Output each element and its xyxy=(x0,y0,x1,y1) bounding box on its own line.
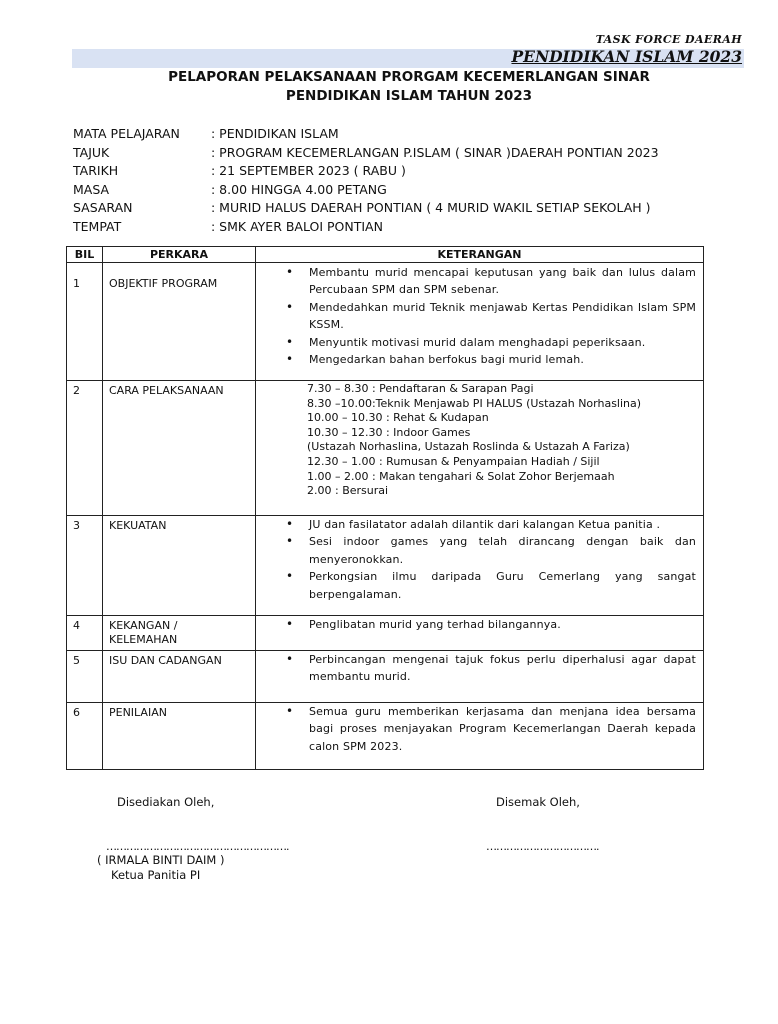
row-number: 5 xyxy=(67,651,103,703)
schedule-line: (Ustazah Norhaslina, Ustazah Roslinda & Ustazah A Fariza) xyxy=(307,440,630,454)
report-table xyxy=(66,246,704,770)
info-label: MASA xyxy=(73,181,110,197)
row-item: OBJEKTIF PROGRAM xyxy=(103,263,256,381)
preparer-name: ( IRMALA BINTI DAIM ) xyxy=(97,853,225,867)
row-description xyxy=(256,651,704,703)
info-value: : PROGRAM KECEMERLANGAN P.ISLAM ( SINAR )DAERAH PONTIAN 2023 xyxy=(211,144,659,160)
info-label: TEMPAT xyxy=(73,218,122,234)
schedule-line: 2.00 : Bersurai xyxy=(307,484,389,498)
schedule-line: 7.30 – 8.30 : Pendaftaran & Sarapan Pagi xyxy=(307,382,534,395)
reviewed-signature-line: ……………………………. xyxy=(486,840,599,853)
report-title-line-2: PENDIDIKAN ISLAM TAHUN 2023 xyxy=(285,88,533,104)
schedule-line: 10.30 – 12.30 : Indoor Games xyxy=(307,425,471,439)
row-item: ISU DAN CADANGAN xyxy=(103,651,256,703)
info-value: : 21 SEPTEMBER 2023 ( RABU ) xyxy=(211,163,406,178)
info-label: TARIKH xyxy=(73,163,119,178)
row-item: KEKUATAN xyxy=(103,516,256,616)
bullet-item: • JU dan fasilatator adalah dilantik dari kalangan Ketua panitia . xyxy=(274,516,696,533)
row-item: CARA PELAKSANAAN xyxy=(103,381,256,516)
row-number: 1 xyxy=(67,263,103,381)
row-number: 6 xyxy=(67,703,103,770)
preparer-position: Ketua Panitia PI xyxy=(111,868,201,882)
column-header-perkara: PERKARA xyxy=(103,247,256,263)
column-header-keterangan: KETERANGAN xyxy=(256,247,704,263)
table-row xyxy=(67,516,704,616)
row-description xyxy=(256,703,704,770)
bullet-item: • Semua guru memberikan kerjasama dan menjana idea bersama bagi proses menjayakan Program Kecemerlangan Daerah kepada calon SPM 2023. xyxy=(274,703,696,755)
row-number: 3 xyxy=(67,516,103,616)
row-number: 4 xyxy=(67,616,103,651)
info-row-target xyxy=(73,199,659,218)
schedule-line: 12.30 – 1.00 : Rumusan & Penyampaian Hadiah / Sijil xyxy=(307,454,600,468)
bullet-item: • Membantu murid mencapai keputusan yang baik dan lulus dalam Percubaan SPM dan SPM sebenar. xyxy=(274,264,696,299)
info-row-subject xyxy=(73,125,659,144)
bullet-item: • Menyuntik motivasi murid dalam menghadapi peperiksaan. xyxy=(274,334,696,351)
schedule-line: 10.00 – 10.30 : Rehat & Kudapan xyxy=(307,411,489,425)
reviewed-by-label: Disemak Oleh, xyxy=(496,795,580,809)
table-row xyxy=(67,263,704,381)
row-item: PENILAIAN xyxy=(103,703,256,770)
bullet-item: • Mengedarkan bahan berfokus bagi murid lemah. xyxy=(274,351,696,368)
info-row-venue xyxy=(73,218,659,237)
row-item: KEKANGAN / KELEMAHAN xyxy=(103,616,256,651)
schedule-line: 1.00 – 2.00 : Makan tengahari & Solat Zohor Berjemaah xyxy=(307,469,615,483)
table-header-row xyxy=(67,247,704,263)
info-value: : PENDIDIKAN ISLAM xyxy=(211,126,339,141)
bullet-item: • Penglibatan murid yang terhad bilangannya. xyxy=(274,616,696,633)
info-row-time xyxy=(73,181,659,200)
row-description xyxy=(256,381,704,516)
prepared-by-label: Disediakan Oleh, xyxy=(117,795,215,809)
row-description xyxy=(256,616,704,651)
info-value: : SMK AYER BALOI PONTIAN xyxy=(211,218,383,234)
table-row xyxy=(67,616,704,651)
info-label: SASARAN xyxy=(73,200,133,215)
row-description xyxy=(256,516,704,616)
info-label: TAJUK xyxy=(73,144,110,160)
prepared-signature-line: ………………………………………………. xyxy=(106,840,289,853)
table-row xyxy=(67,703,704,770)
info-value: : MURID HALUS DAERAH PONTIAN ( 4 MURID WAKIL SETIAP SEKOLAH ) xyxy=(211,200,651,215)
info-block xyxy=(73,125,659,236)
subject-heading: PENDIDIKAN ISLAM 2023 xyxy=(511,47,742,66)
info-row-title xyxy=(73,144,659,163)
task-force-label: TASK FORCE DAERAH xyxy=(595,33,742,46)
table-row xyxy=(67,381,704,516)
info-row-date xyxy=(73,162,659,181)
bullet-item: • Perbincangan mengenai tajuk fokus perlu diperhalusi agar dapat membantu murid. xyxy=(274,651,696,686)
info-value: : 8.00 HINGGA 4.00 PETANG xyxy=(211,181,387,197)
bullet-item: • Mendedahkan murid Teknik menjawab Kertas Pendidikan Islam SPM KSSM. xyxy=(274,299,696,334)
column-header-bil: BIL xyxy=(67,247,103,263)
report-title-line-1: PELAPORAN PELAKSANAAN PRORGAM KECEMERLANGAN SINAR xyxy=(168,69,650,85)
table-row xyxy=(67,651,704,703)
row-description xyxy=(256,263,704,381)
row-number: 2 xyxy=(67,381,103,516)
bullet-item: • Perkongsian ilmu daripada Guru Cemerlang yang sangat berpengalaman. xyxy=(274,568,696,603)
bullet-item: • Sesi indoor games yang telah dirancang dengan baik dan menyeronokkan. xyxy=(274,533,696,568)
schedule-line: 8.30 –10.00:Teknik Menjawab PI HALUS (Ustazah Norhaslina) xyxy=(307,396,642,410)
info-label: MATA PELAJARAN xyxy=(73,126,180,141)
